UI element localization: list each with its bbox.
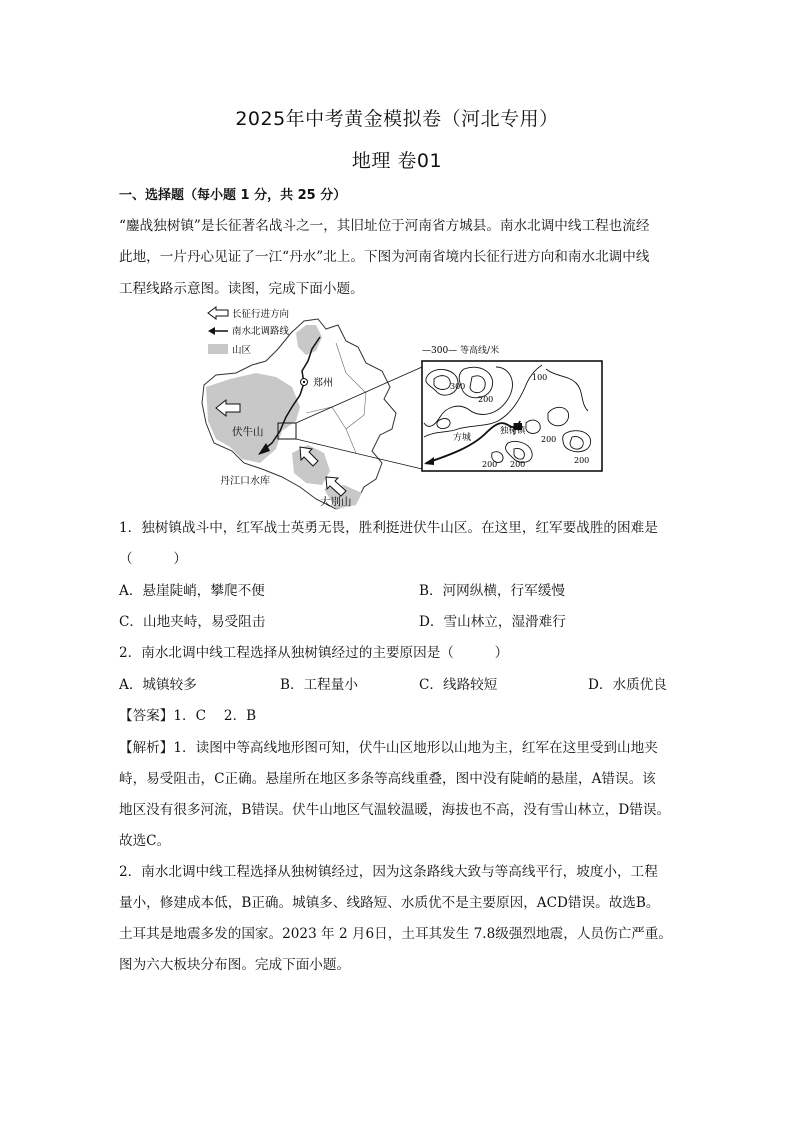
analysis-line-6: 量小，修建成本低，B正确。城镇多、线路短、水质优不是主要原因，ACD错误。故选B。 — [119, 895, 660, 911]
intro-line-1: “鏖战独树镇”是长征著名战斗之一，其旧址位于河南省方城县。南水北调中线工程也流经 — [119, 218, 650, 234]
q2-stem: 2．南水北调中线工程选择从独树镇经过的主要原因是（ ） — [119, 645, 509, 661]
next-intro-line-2: 图为六大板块分布图。完成下面小题。 — [119, 957, 351, 973]
page-subtitle: 地理 卷01 — [351, 150, 443, 172]
intro-line-2: 此地，一片丹心见证了一江“丹水”北上。下图为河南省境内长征行进方向和南水北调中线 — [119, 249, 650, 265]
henan-map-figure — [196, 303, 608, 519]
legend-route-label: 南水北调路线 — [232, 326, 290, 337]
q2-option-a: A．城镇较多 — [119, 677, 197, 693]
q1-blank: （ ） — [119, 551, 187, 567]
label-funiu: 伏牛山 — [232, 426, 264, 438]
contour-value: 100 — [532, 373, 548, 382]
march-arrow-icon — [208, 307, 228, 319]
route-arrow-icon — [208, 327, 215, 335]
contour-value: 200 — [482, 460, 498, 469]
q1-option-a: A．悬崖陡峭，攀爬不便 — [119, 583, 265, 599]
zhengzhou-marker-dot — [303, 381, 305, 383]
q1-stem: 1．独树镇战斗中，红军战士英勇无畏，胜利挺进伏牛山区。在这里，红军要战胜的困难是 — [119, 520, 658, 536]
q2-option-d: D．水质优良 — [588, 677, 667, 693]
contour-value: 200 — [478, 395, 494, 404]
contour-value: 200 — [574, 456, 590, 465]
analysis-line-5: 2．南水北调中线工程选择从独树镇经过，因为这条路线大致与等高线平行，坡度小，工程 — [119, 864, 658, 880]
map-svg — [196, 303, 608, 519]
page-title: 2025年中考黄金模拟卷（河北专用） — [235, 108, 559, 130]
q2-option-b: B．工程量小 — [280, 677, 358, 693]
legend-march-label: 长征行进方向 — [232, 309, 290, 320]
analysis-line-3: 地区没有很多河流，B错误。伏牛山地区气温较温暖，海拔也不高，没有雪山林立，D错误。 — [119, 802, 671, 818]
q1-option-c: C．山地夹峙，易受阻击 — [119, 614, 266, 630]
q1-option-b: B．河网纵横，行军缓慢 — [419, 583, 565, 599]
answer-line: 【答案】1．C 2．B — [119, 708, 257, 724]
label-danjiangkou: 丹江口水库 — [220, 476, 270, 487]
q1-option-d: D．雪山林立，湿滑难行 — [419, 614, 566, 630]
next-intro-line-1: 土耳其是地震多发的国家。2023 年 2 月6日，土耳其发生 7.8级强烈地震，人员伤亡严重。 — [119, 926, 672, 942]
label-dushu: 独树镇 — [500, 426, 526, 436]
label-fangcheng: 方城 — [453, 433, 472, 443]
contour-value: 200 — [541, 435, 557, 444]
legend-mountain-label: 山区 — [232, 345, 252, 356]
q2-option-c: C．线路较短 — [419, 677, 498, 693]
analysis-line-2: 峙，易受阻击，C正确。悬崖所在地区多条等高线重叠，图中没有陡峭的悬崖，A错误。该 — [119, 771, 656, 787]
mountain-swatch-icon — [208, 344, 228, 354]
contour-value: 200 — [510, 460, 526, 469]
analysis-line-4: 故选C。 — [119, 833, 171, 849]
intro-line-3: 工程线路示意图。读图，完成下面小题。 — [119, 281, 364, 297]
map-legend — [208, 307, 290, 356]
contour-value: 300 — [450, 382, 466, 391]
contour-legend: —300— 等高线/米 — [422, 346, 500, 356]
section-heading: 一、选择题（每小题 1 分，共 25 分） — [119, 188, 347, 203]
label-zhengzhou: 郑州 — [313, 378, 333, 389]
analysis-line-1: 【解析】1．读图中等高线地形图可知，伏牛山区地形以山地为主，红军在这里受到山地夹 — [119, 740, 658, 756]
label-dabie: 大別山 — [320, 496, 352, 508]
